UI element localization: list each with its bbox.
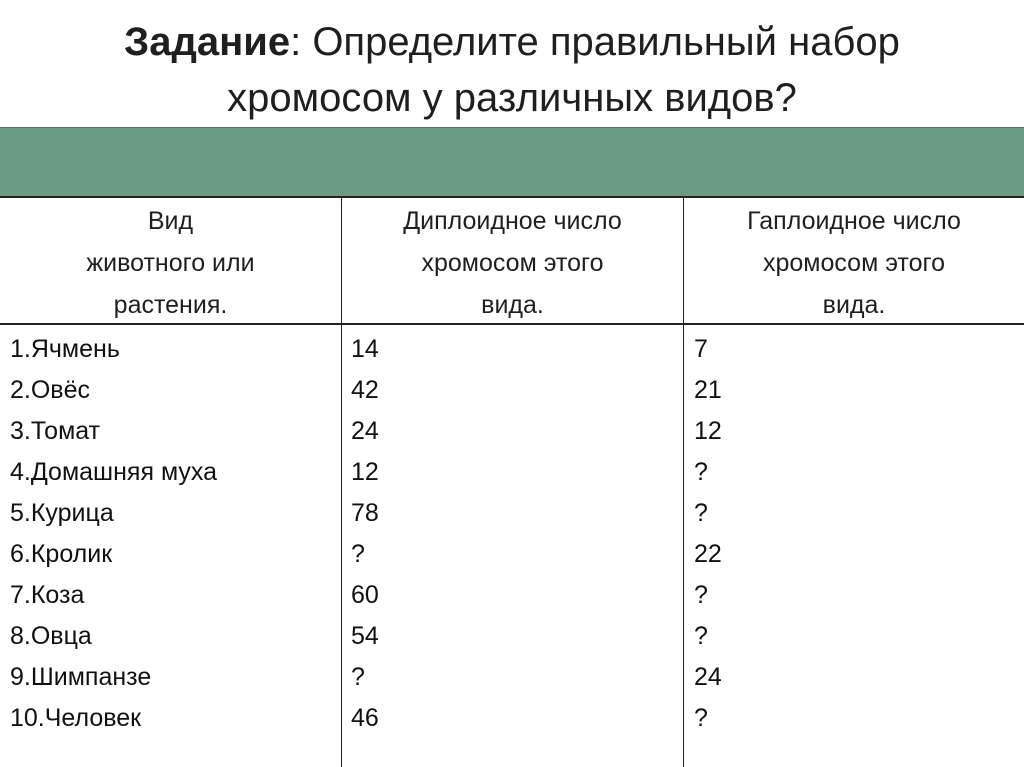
- header-species-line: растения.: [113, 291, 228, 319]
- haploid-cell: ?: [694, 499, 708, 527]
- diploid-cell: 54: [351, 622, 379, 650]
- diploid-cell: 60: [351, 581, 379, 609]
- haploid-cell: 21: [694, 376, 722, 404]
- haploid-cell: ?: [694, 622, 708, 650]
- haploid-cell: ?: [694, 458, 708, 486]
- title-line-2: хромосом у различных видов?: [227, 76, 797, 120]
- diploid-cell: 46: [351, 704, 379, 732]
- haploid-cell: 24: [694, 663, 722, 691]
- diploid-cell: 24: [351, 417, 379, 445]
- species-cell: 6.Кролик: [10, 540, 113, 568]
- diploid-cell: 42: [351, 376, 379, 404]
- diploid-cell: 78: [351, 499, 379, 527]
- header-haploid: [684, 200, 1024, 320]
- species-cell: 4.Домашняя муха: [10, 458, 218, 486]
- species-cell: 3.Томат: [10, 417, 101, 445]
- diploid-column: [351, 329, 379, 739]
- header-species: [0, 200, 341, 320]
- title-line-1: [0, 14, 1024, 70]
- species-cell: 8.Овца: [10, 622, 92, 650]
- header-haploid-line: Гаплоидное число: [747, 207, 961, 235]
- title-line-1-rest: : Определите правильный набор: [290, 20, 900, 64]
- header-haploid-line: хромосом этого: [763, 249, 945, 277]
- haploid-cell: ?: [694, 704, 708, 732]
- species-cell: 9.Шимпанзе: [10, 663, 152, 691]
- haploid-cell: 12: [694, 417, 722, 445]
- species-cell: 2.Овёс: [10, 376, 90, 404]
- diploid-cell: ?: [351, 540, 365, 568]
- table-header-band: [0, 127, 1024, 198]
- header-diploid: [342, 200, 683, 320]
- header-diploid-line: хромосом этого: [421, 249, 604, 277]
- haploid-cell: 7: [694, 335, 708, 363]
- title-bold-word: Задание: [124, 20, 291, 64]
- diploid-cell: ?: [351, 663, 365, 691]
- diploid-cell: 12: [351, 458, 379, 486]
- header-diploid-line: вида.: [481, 291, 544, 319]
- header-species-line: животного или: [86, 249, 255, 277]
- species-cell: 10.Человек: [10, 704, 142, 732]
- header-species-line: Вид: [147, 207, 194, 235]
- species-cell: 5.Курица: [10, 499, 114, 527]
- haploid-cell: 22: [694, 540, 722, 568]
- diploid-cell: 14: [351, 335, 379, 363]
- page-title: [0, 14, 1024, 126]
- header-diploid-line: Диплоидное число: [403, 207, 622, 235]
- species-cell: 7.Коза: [10, 581, 85, 609]
- header-haploid-line: вида.: [822, 291, 886, 319]
- species-cell: 1.Ячмень: [10, 335, 120, 363]
- haploid-column: [694, 329, 722, 739]
- species-column: [10, 329, 217, 739]
- haploid-cell: ?: [694, 581, 708, 609]
